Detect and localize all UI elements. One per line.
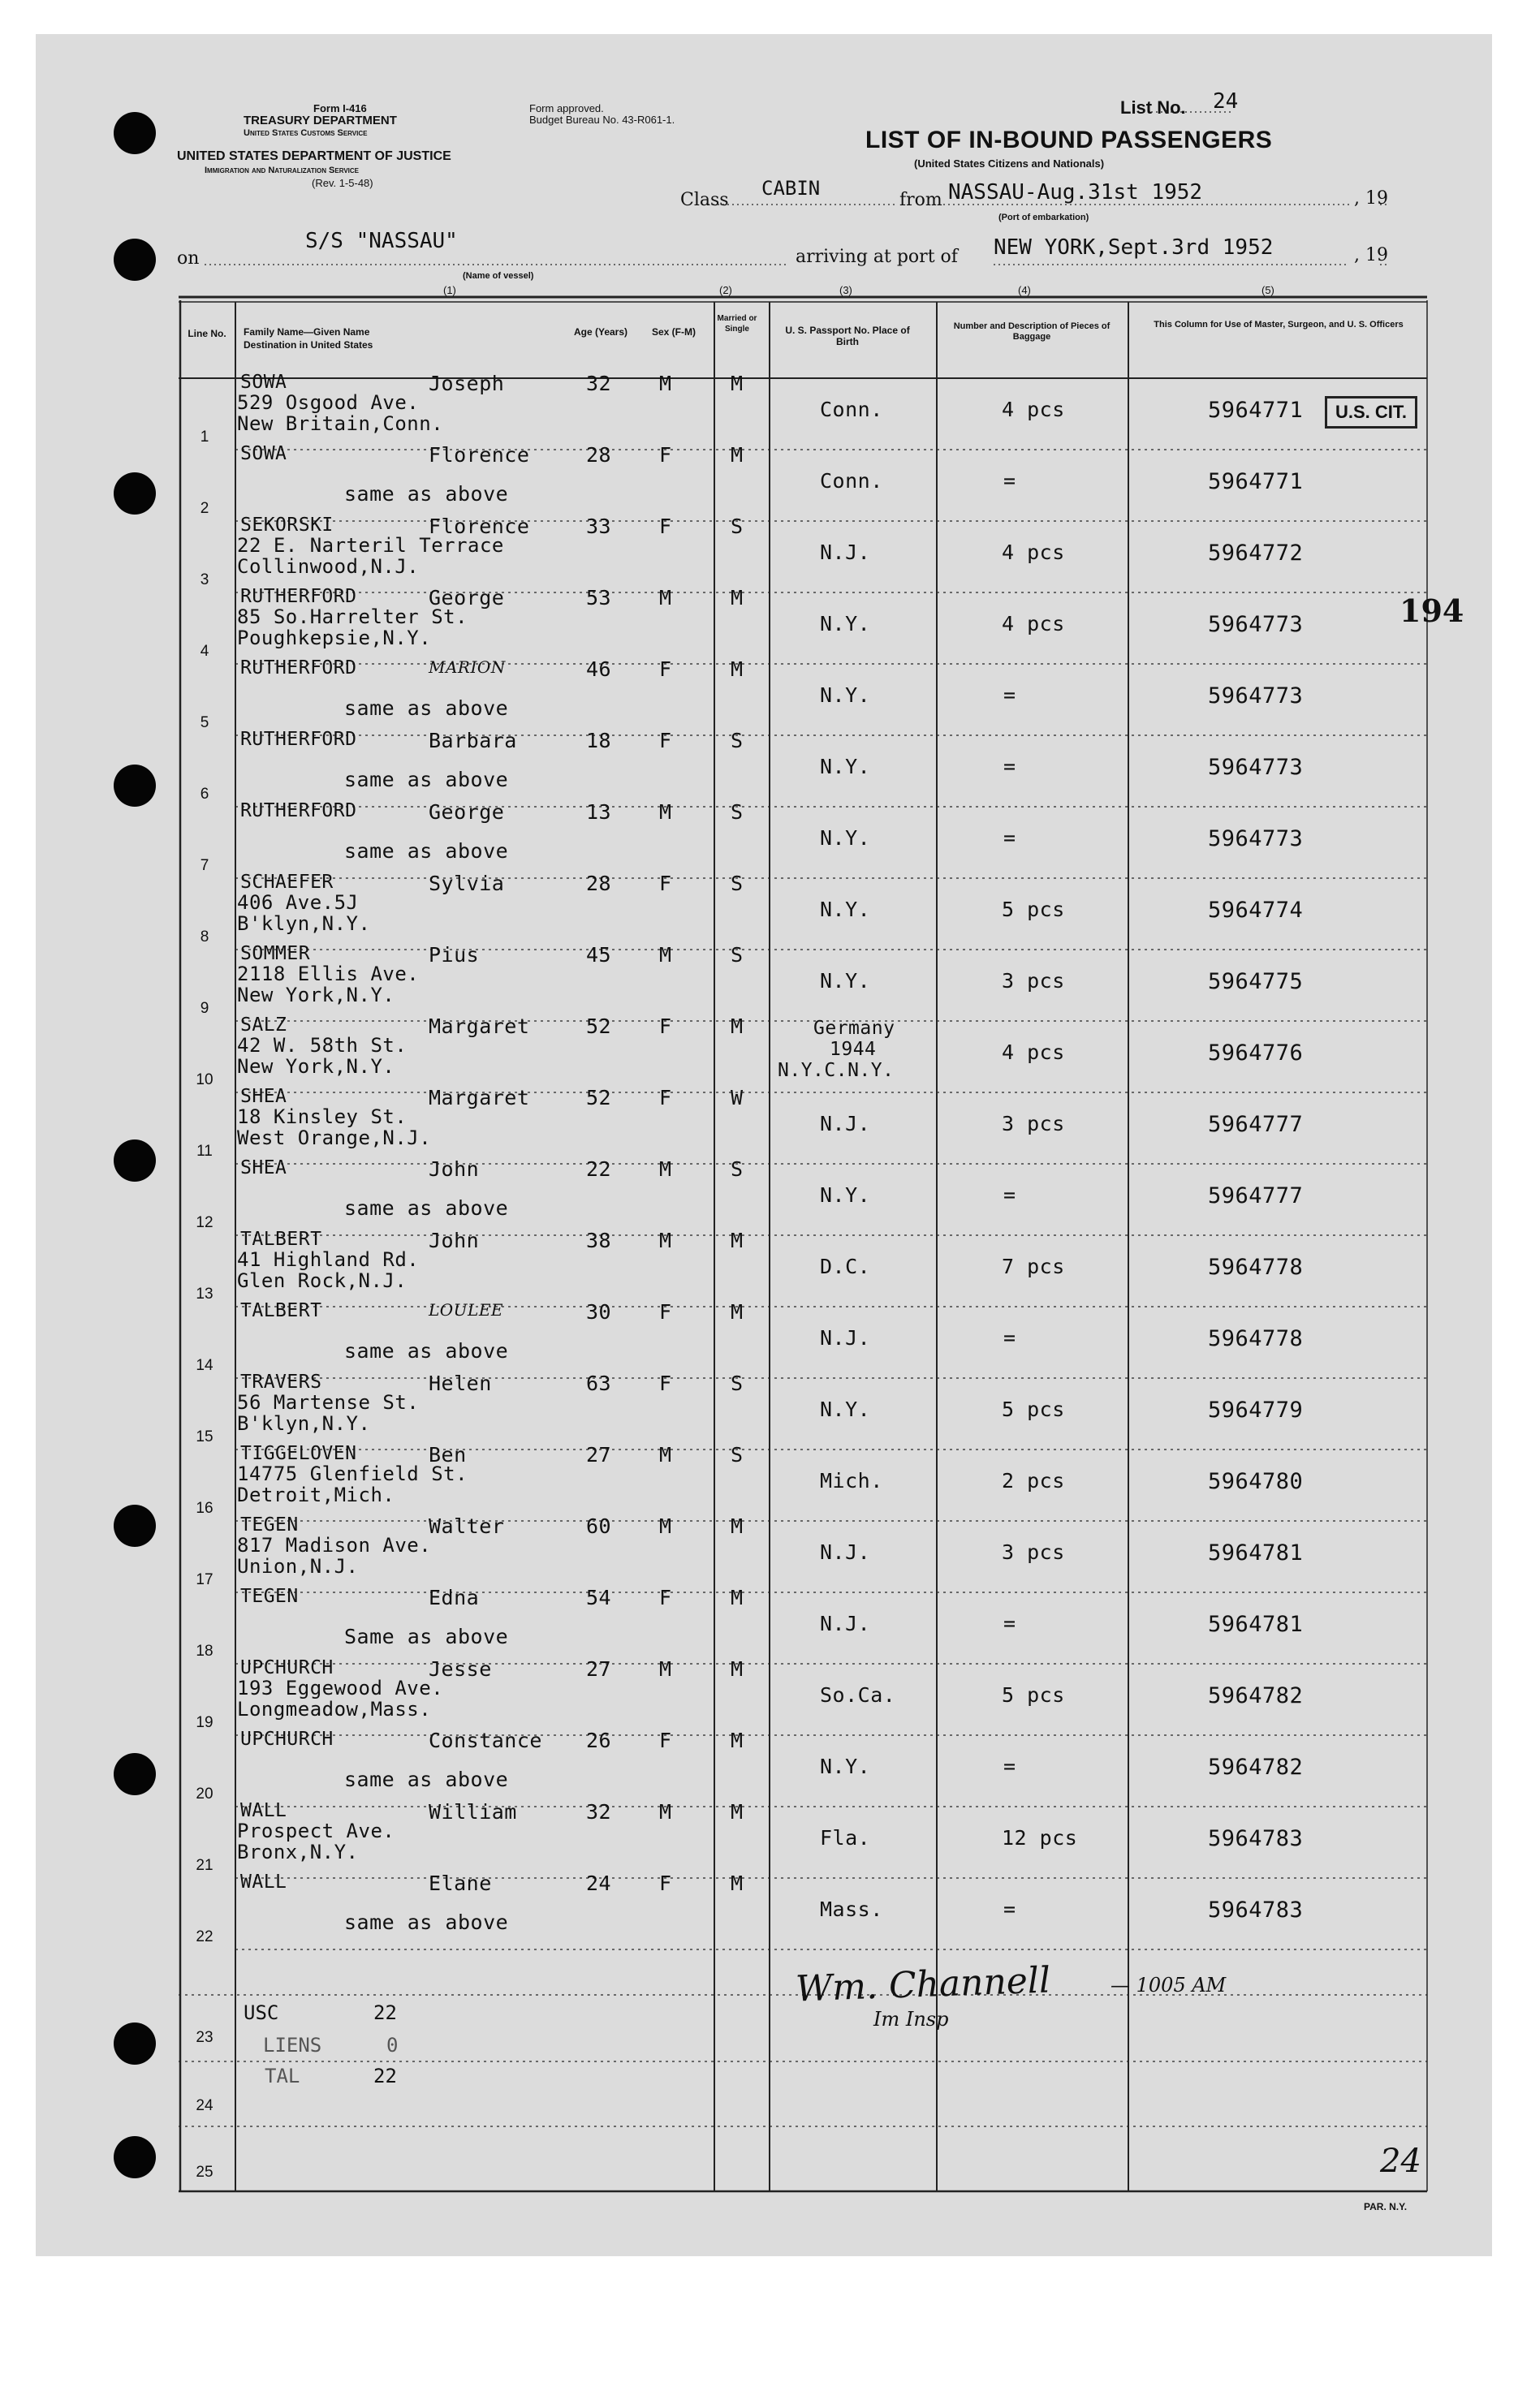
given-name: Constance (429, 1729, 542, 1752)
page-subtitle: (United States Citizens and Nationals) (914, 157, 1105, 170)
inspector-title: Im Insp (873, 2008, 949, 2031)
officer-number: 5964772 (1208, 541, 1304, 566)
line-number: 24 (196, 2097, 213, 2114)
baggage-count: 12 pcs (1002, 1826, 1078, 1850)
marital-status: M (731, 1014, 744, 1038)
page-title: LIST OF IN-BOUND PASSENGERS (865, 127, 1273, 153)
col-number-1: (1) (443, 284, 456, 296)
destination-address: Collinwood,N.J. (237, 555, 420, 578)
officer-number: 5964773 (1208, 612, 1304, 637)
destination-address: 85 So.Harrelter St. (237, 605, 468, 628)
given-name: Joseph (429, 372, 505, 395)
baggage-count: = (1003, 755, 1016, 778)
baggage-count: = (1003, 1898, 1016, 1921)
marital-status: M (731, 443, 744, 467)
baggage-count: = (1003, 826, 1016, 850)
marital-status: S (731, 872, 744, 895)
side-number: 194 (1399, 592, 1464, 629)
officer-number: 5964773 (1208, 683, 1304, 709)
justice-label: UNITED STATES DEPARTMENT OF JUSTICE (177, 149, 451, 163)
marital-status: S (731, 800, 744, 824)
age: 30 (586, 1300, 612, 1324)
marital-status: S (731, 1443, 744, 1467)
family-name: SHEA (240, 1157, 287, 1178)
family-name: RUTHERFORD (240, 800, 357, 821)
age: 18 (586, 729, 612, 752)
place-of-birth: Fla. (820, 1826, 871, 1850)
destination-address: 406 Ave.5J (237, 891, 359, 914)
col-header-officers: This Column for Use of Master, Surgeon, and U. S. Officers (1154, 320, 1404, 330)
year-suffix-2: , 19 (1354, 245, 1388, 265)
line-number: 21 (196, 1857, 213, 1874)
summary-total-value: 22 (373, 2065, 397, 2087)
destination-address: 817 Madison Ave. (237, 1534, 432, 1557)
sex: F (659, 729, 672, 752)
officer-number: 5964776 (1208, 1040, 1304, 1066)
sex: M (659, 586, 672, 610)
given-name: John (429, 1157, 480, 1181)
summary-total-label: TAL (265, 2065, 300, 2087)
sex: M (659, 372, 672, 395)
sex: F (659, 872, 672, 895)
family-name: RUTHERFORD (240, 586, 357, 607)
place-of-birth: Mass. (820, 1898, 883, 1921)
baggage-count: 3 pcs (1002, 1112, 1065, 1135)
destination-address: B'klyn,N.Y. (237, 1412, 371, 1435)
officer-number: 5964779 (1208, 1398, 1304, 1423)
line-number: 4 (200, 643, 209, 660)
officer-number: 5964783 (1208, 1826, 1304, 1851)
place-of-birth: N.Y. (820, 898, 871, 921)
marital-status: M (731, 1300, 744, 1324)
sex: M (659, 1157, 672, 1181)
officer-number: 5964777 (1208, 1112, 1304, 1137)
marital-status: S (731, 943, 744, 967)
baggage-count: 3 pcs (1002, 969, 1065, 993)
destination-address: same as above (344, 1768, 509, 1791)
family-name: TRAVERS (240, 1372, 322, 1393)
sex: M (659, 1443, 672, 1467)
place-of-birth: N.Y. (820, 1755, 871, 1778)
ins-label: Immigration and Naturalization Service (205, 166, 360, 175)
list-no-label: List No. (1120, 97, 1186, 118)
col-header-age: Age (Years) (573, 326, 628, 338)
line-number: 13 (196, 1286, 213, 1303)
marital-status: S (731, 515, 744, 538)
line-number: 18 (196, 1643, 213, 1660)
age: 13 (586, 800, 612, 824)
destination-address: New York,N.Y. (237, 984, 395, 1006)
approved-label: Form approved. (529, 102, 604, 114)
destination-address: same as above (344, 768, 509, 791)
budget-label: Budget Bureau No. 43-R061-1. (529, 114, 675, 126)
summary-aliens-label: LIENS (263, 2034, 322, 2057)
marital-status: S (731, 1157, 744, 1181)
col-number-5: (5) (1261, 284, 1274, 296)
given-name: LOULEE (429, 1300, 504, 1320)
destination-address: Detroit,Mich. (237, 1484, 395, 1506)
summary-aliens-value: 0 (386, 2034, 399, 2057)
destination-address: West Orange,N.J. (237, 1126, 432, 1149)
sex: F (659, 657, 672, 681)
baggage-count: 4 pcs (1002, 612, 1065, 635)
marital-status: M (731, 1872, 744, 1895)
line-number: 1 (200, 429, 209, 446)
place-of-birth: Conn. (820, 469, 883, 493)
marital-status: M (731, 1586, 744, 1609)
arriving-value: NEW YORK,Sept.3rd 1952 (994, 235, 1274, 260)
family-name: TEGEN (240, 1514, 299, 1536)
inspector-signature: Wm. Channell (795, 1959, 1051, 2010)
officer-number: 5964771 (1208, 469, 1304, 494)
officer-number: 5964775 (1208, 969, 1304, 994)
destination-address: New Britain,Conn. (237, 412, 444, 435)
place-of-birth: N.J. (820, 1612, 871, 1635)
age: 45 (586, 943, 612, 967)
baggage-count: = (1003, 683, 1016, 707)
class-value: CABIN (761, 177, 821, 200)
destination-address: Union,N.J. (237, 1555, 359, 1578)
line-number: 19 (196, 1714, 213, 1731)
officer-number: 5964773 (1208, 755, 1304, 780)
marital-status: S (731, 729, 744, 752)
officer-number: 5964778 (1208, 1255, 1304, 1280)
col-number-3: (3) (839, 284, 852, 296)
given-name: Edna (429, 1586, 480, 1609)
given-name: Helen (429, 1372, 492, 1395)
destination-address: New York,N.Y. (237, 1055, 395, 1078)
given-name: John (429, 1229, 480, 1252)
line-number: 23 (196, 2029, 213, 2046)
family-name: SOWA (240, 443, 287, 464)
destination-address: 56 Martense St. (237, 1391, 420, 1414)
family-name: UPCHURCH (240, 1657, 334, 1678)
place-of-birth: N.Y. (820, 755, 871, 778)
col-number-2: (2) (719, 284, 732, 296)
marital-status: M (731, 586, 744, 610)
destination-address: same as above (344, 1196, 509, 1220)
destination-address: same as above (344, 1910, 509, 1934)
given-name: Margaret (429, 1086, 530, 1109)
age: 27 (586, 1657, 612, 1681)
col-header-name: Family Name—Given Name (244, 326, 370, 338)
age: 32 (586, 372, 612, 395)
age: 32 (586, 1800, 612, 1824)
age: 52 (586, 1086, 612, 1109)
destination-address: same as above (344, 696, 509, 720)
place-of-birth: N.Y. (820, 969, 871, 993)
customs-label: United States Customs Service (244, 128, 368, 138)
given-name: Ben (429, 1443, 467, 1467)
baggage-count: 3 pcs (1002, 1540, 1065, 1564)
line-number: 17 (196, 1571, 213, 1588)
vessel-name: S/S "NASSAU" (305, 229, 458, 253)
sex: M (659, 1657, 672, 1681)
page-mark: 24 (1380, 2143, 1421, 2180)
destination-address: 14775 Glenfield St. (237, 1462, 468, 1485)
age: 27 (586, 1443, 612, 1467)
destination-address: 18 Kinsley St. (237, 1105, 408, 1128)
col-number-4: (4) (1018, 284, 1031, 296)
family-name: UPCHURCH (240, 1729, 334, 1750)
officer-number: 5964773 (1208, 826, 1304, 851)
line-number: 9 (200, 1000, 209, 1017)
place-of-birth: D.C. (820, 1255, 871, 1278)
destination-address: Bronx,N.Y. (237, 1841, 359, 1863)
printer-mark: PAR. N.Y. (1364, 2201, 1408, 2212)
destination-address: 529 Osgood Ave. (237, 391, 420, 414)
place-of-birth: N.J. (820, 541, 871, 564)
sex: M (659, 1514, 672, 1538)
place-of-birth: 1944 (830, 1039, 877, 1060)
age: 63 (586, 1372, 612, 1395)
line-number: 3 (200, 571, 209, 588)
given-name: Jesse (429, 1657, 492, 1681)
family-name: SHEA (240, 1086, 287, 1107)
sex: F (659, 1300, 672, 1324)
given-name: George (429, 800, 505, 824)
sex: F (659, 1014, 672, 1038)
destination-address: 193 Eggewood Ave. (237, 1677, 444, 1699)
marital-status: S (731, 1372, 744, 1395)
destination-address: 2118 Ellis Ave. (237, 963, 420, 985)
place-of-birth: Conn. (820, 398, 883, 421)
us-citizen-stamp: U.S. CIT. (1325, 396, 1417, 429)
destination-address: Glen Rock,N.J. (237, 1269, 408, 1292)
given-name: Sylvia (429, 872, 505, 895)
family-name: SALZ (240, 1014, 287, 1036)
place-of-birth: N.Y. (820, 1398, 871, 1421)
family-name: WALL (240, 1872, 287, 1893)
sex: F (659, 515, 672, 538)
age: 46 (586, 657, 612, 681)
sex: M (659, 1800, 672, 1824)
embark-note: (Port of embarkation) (998, 213, 1089, 222)
year-suffix: , 19 (1354, 188, 1388, 209)
destination-address: Poughkepsie,N.Y. (237, 627, 432, 649)
baggage-count: = (1003, 1326, 1016, 1350)
line-number: 20 (196, 1786, 213, 1803)
col-header-sex: Sex (F-M) (652, 326, 696, 338)
age: 60 (586, 1514, 612, 1538)
officer-number: 5964780 (1208, 1469, 1304, 1494)
sex: F (659, 1729, 672, 1752)
baggage-count: 5 pcs (1002, 1398, 1065, 1421)
officer-number: 5964781 (1208, 1540, 1304, 1566)
family-name: RUTHERFORD (240, 729, 357, 750)
line-number: 22 (196, 1928, 213, 1945)
family-name: TALBERT (240, 1300, 322, 1321)
marital-status: M (731, 1729, 744, 1752)
age: 52 (586, 1014, 612, 1038)
baggage-count: 5 pcs (1002, 1683, 1065, 1707)
age: 33 (586, 515, 612, 538)
family-name: SOWA (240, 372, 287, 393)
col-header-passport: U. S. Passport No. Place of Birth (785, 325, 910, 347)
place-of-birth: N.Y. (820, 683, 871, 707)
marital-status: M (731, 372, 744, 395)
given-name: William (429, 1800, 517, 1824)
baggage-count: = (1003, 1755, 1016, 1778)
marital-status: M (731, 1800, 744, 1824)
baggage-count: 4 pcs (1002, 398, 1065, 421)
given-name: Margaret (429, 1014, 530, 1038)
given-name: Elane (429, 1872, 492, 1895)
line-number: 15 (196, 1428, 213, 1445)
baggage-count: 2 pcs (1002, 1469, 1065, 1493)
summary-usc-value: 22 (373, 2001, 397, 2024)
marital-status: M (731, 657, 744, 681)
officer-number: 5964771 (1208, 398, 1304, 423)
col-header-married: Married or Single (717, 314, 757, 334)
destination-address: Prospect Ave. (237, 1820, 395, 1842)
sex: M (659, 800, 672, 824)
destination-address: 42 W. 58th St. (237, 1034, 408, 1057)
age: 24 (586, 1872, 612, 1895)
place-of-birth: N.Y. (820, 612, 871, 635)
age: 26 (586, 1729, 612, 1752)
sex: F (659, 1872, 672, 1895)
place-of-birth: N.Y. (820, 1183, 871, 1207)
sex: F (659, 1586, 672, 1609)
line-number: 14 (196, 1357, 213, 1374)
marital-status: M (731, 1514, 744, 1538)
officer-number: 5964782 (1208, 1683, 1304, 1708)
destination-address: same as above (344, 482, 509, 506)
destination-address: Longmeadow,Mass. (237, 1698, 432, 1721)
sex: M (659, 943, 672, 967)
age: 54 (586, 1586, 612, 1609)
list-no-value: 24 (1213, 89, 1239, 114)
from-value: NASSAU-Aug.31st 1952 (948, 180, 1203, 205)
family-name: SCHAEFER (240, 872, 334, 893)
sex: M (659, 1229, 672, 1252)
line-number: 6 (200, 786, 209, 803)
line-number: 5 (200, 714, 209, 731)
baggage-count: = (1003, 469, 1016, 493)
line-number: 25 (196, 2164, 213, 2181)
age: 53 (586, 586, 612, 610)
from-label: from (899, 190, 942, 210)
col-header-baggage: Number and Description of Pieces of Baggage (953, 321, 1111, 342)
place-of-birth: N.J. (820, 1540, 871, 1564)
line-number: 12 (196, 1214, 213, 1231)
treasury-label: TREASURY DEPARTMENT (244, 114, 397, 127)
sex: F (659, 1086, 672, 1109)
destination-address: 22 E. Narteril Terrace (237, 534, 504, 557)
age: 22 (586, 1157, 612, 1181)
baggage-count: 5 pcs (1002, 898, 1065, 921)
destination-address: 41 Highland Rd. (237, 1248, 420, 1271)
officer-number: 5964781 (1208, 1612, 1304, 1637)
given-name: Barbara (429, 729, 517, 752)
given-name: George (429, 586, 505, 610)
sex: F (659, 1372, 672, 1395)
vessel-note: (Name of vessel) (463, 271, 534, 281)
family-name: WALL (240, 1800, 287, 1821)
family-name: SEKORSKI (240, 515, 334, 536)
destination-address: B'klyn,N.Y. (237, 912, 371, 935)
marital-status: M (731, 1657, 744, 1681)
col-header-destination: Destination in United States (244, 339, 373, 351)
officer-number: 5964777 (1208, 1183, 1304, 1208)
place-of-birth: Mich. (820, 1469, 883, 1493)
line-number: 11 (196, 1143, 213, 1160)
age: 28 (586, 872, 612, 895)
line-number: 8 (200, 928, 209, 946)
summary-usc-label: USC (244, 2001, 279, 2024)
marital-status: W (731, 1086, 744, 1109)
line-number: 10 (196, 1071, 213, 1088)
baggage-count: = (1003, 1612, 1016, 1635)
baggage-count: 4 pcs (1002, 541, 1065, 564)
officer-number: 5964783 (1208, 1898, 1304, 1923)
destination-address: same as above (344, 839, 509, 863)
age: 38 (586, 1229, 612, 1252)
baggage-count: = (1003, 1183, 1016, 1207)
family-name: TIGGELOVEN (240, 1443, 357, 1464)
officer-number: 5964782 (1208, 1755, 1304, 1780)
line-number: 16 (196, 1500, 213, 1517)
inspection-time: — 1005 AM (1111, 1974, 1227, 1997)
family-name: SOMMER (240, 943, 311, 964)
given-name: Florence (429, 515, 530, 538)
arriving-label: arriving at port of (796, 247, 958, 267)
revision-label: (Rev. 1-5-48) (312, 177, 373, 189)
place-of-birth: N.Y. (820, 826, 871, 850)
place-of-birth: N.J. (820, 1326, 871, 1350)
form-number: Form I-416 (313, 102, 367, 114)
family-name: RUTHERFORD (240, 657, 357, 678)
officer-number: 5964774 (1208, 898, 1304, 923)
given-name: MARION (429, 657, 506, 677)
destination-address: Same as above (344, 1625, 509, 1648)
place-of-birth: Germany (813, 1018, 895, 1039)
given-name: Florence (429, 443, 530, 467)
sex: F (659, 443, 672, 467)
marital-status: M (731, 1229, 744, 1252)
line-number: 7 (200, 857, 209, 874)
destination-address: same as above (344, 1339, 509, 1363)
place-of-birth: N.J. (820, 1112, 871, 1135)
baggage-count: 4 pcs (1002, 1040, 1065, 1064)
baggage-count: 7 pcs (1002, 1255, 1065, 1278)
class-label: Class (680, 190, 729, 210)
officer-number: 5964778 (1208, 1326, 1304, 1351)
on-label: on (177, 248, 200, 269)
family-name: TALBERT (240, 1229, 322, 1250)
col-header-line: Line No. (188, 328, 226, 339)
line-number: 2 (200, 500, 209, 517)
place-of-birth: N.Y.C.N.Y. (778, 1060, 895, 1081)
given-name: Pius (429, 943, 480, 967)
family-name: TEGEN (240, 1586, 299, 1607)
age: 28 (586, 443, 612, 467)
place-of-birth: So.Ca. (820, 1683, 896, 1707)
given-name: Walter (429, 1514, 505, 1538)
